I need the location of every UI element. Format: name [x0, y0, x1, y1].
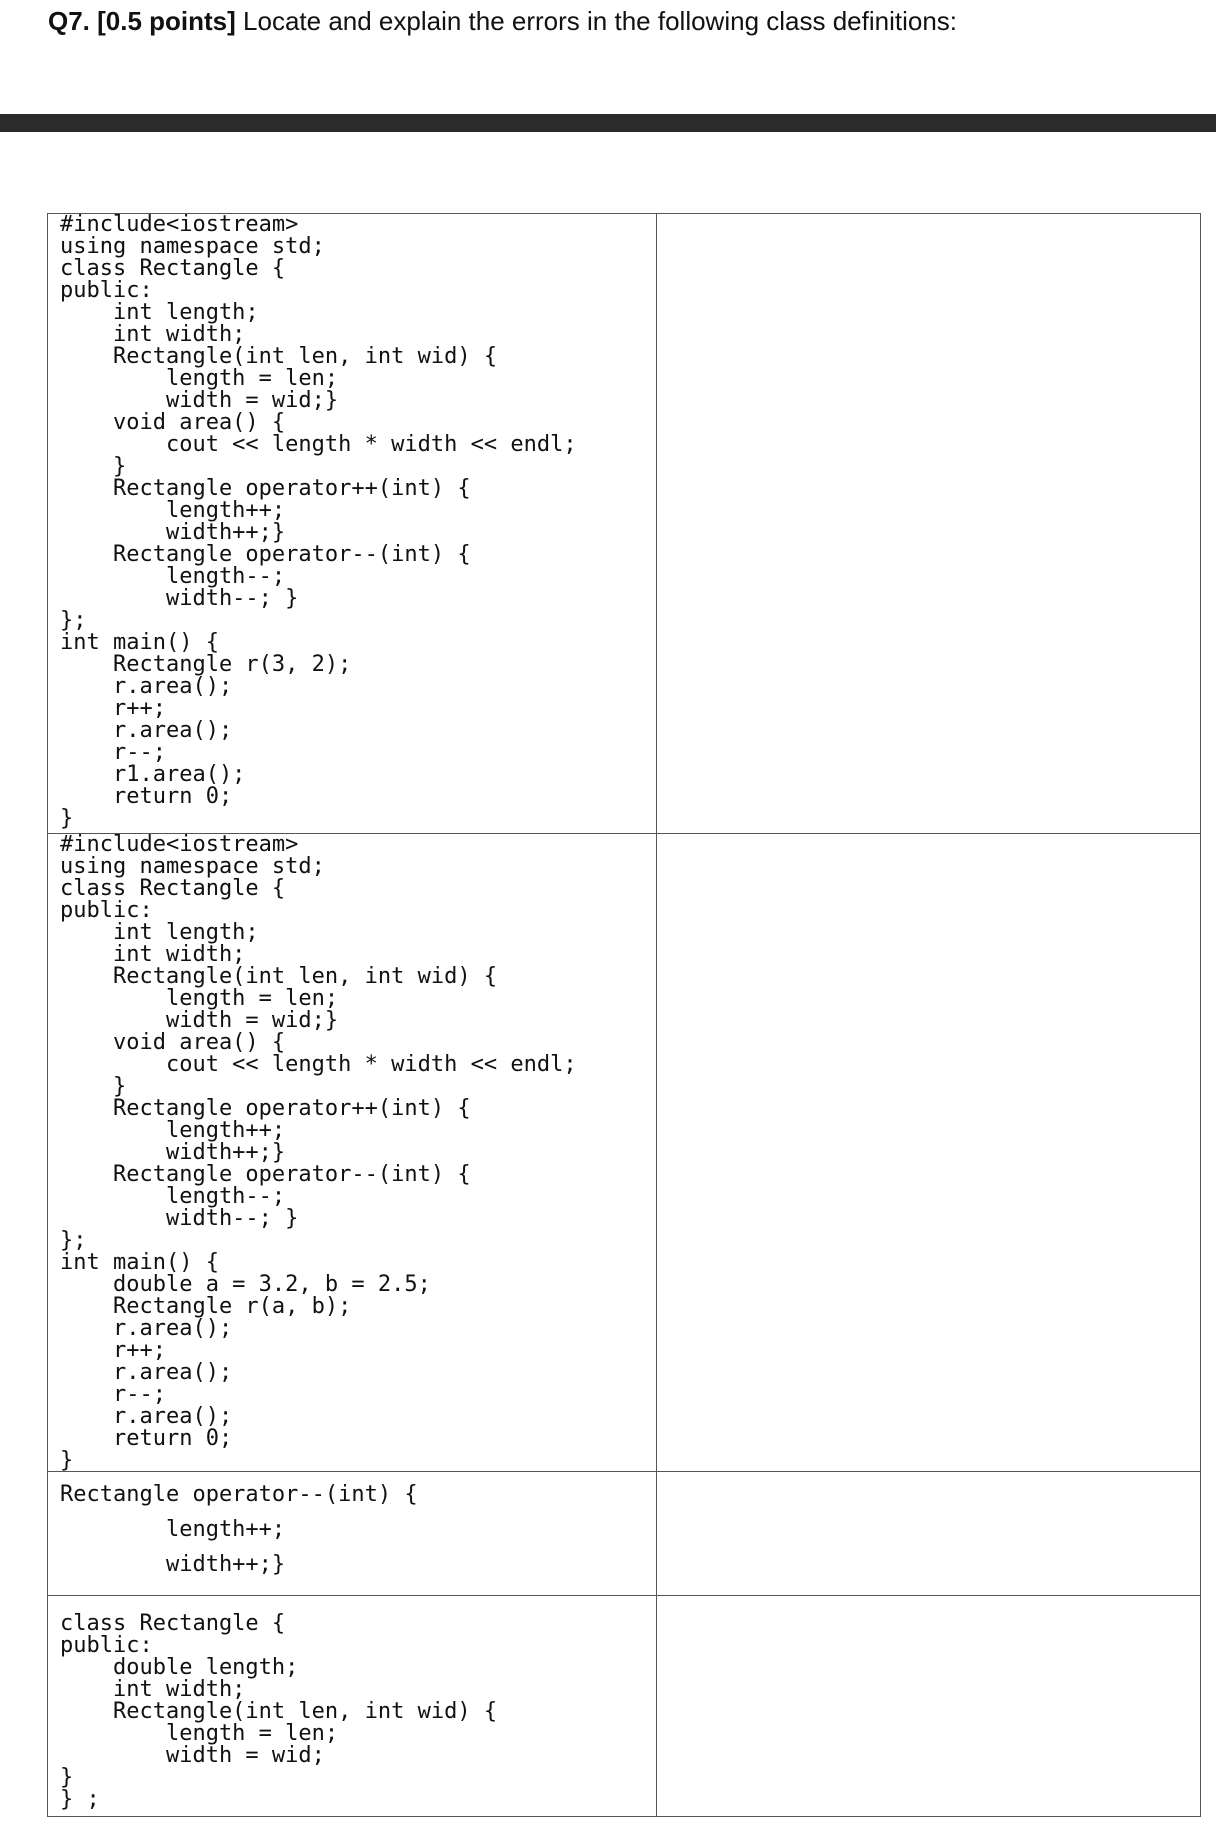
answer-cell-4[interactable]: [657, 1596, 1200, 1816]
table-row-2: [48, 833, 1200, 1471]
code-snippet-4: class Rectangle { public: double length; int width; Rectangle(int len, int wid) { length = len; width = wid; } } ;: [60, 1611, 498, 1812]
table-row-1: [48, 214, 1200, 833]
table-row-4: [48, 1595, 1200, 1816]
question-heading: [48, 4, 957, 38]
table-row-3: [48, 1471, 1200, 1595]
code-table: [47, 213, 1201, 1817]
code-cell-4: [48, 1596, 657, 1816]
code-cell-1: [48, 214, 657, 833]
code-snippet-2: #include<iostream> using namespace std; class Rectangle { public: int length; int width; Rectangle(int len, int wid) { length = len; width = wid;} void area() { cout << length * width << endl; } Rectangle operator++(int) { length++; width++;} Rectangle operator--(int) { length--; width--; } }; int main() { double a = 3.2, b = 2.5; Rectangle r(a, b); r.area(); r++; r.area(); r--; r.area(); return 0; }: [60, 834, 577, 1471]
answer-cell-2[interactable]: [657, 834, 1200, 1471]
header-divider-bar: [0, 114, 1216, 132]
code-snippet-3: Rectangle operator--(int) { length++; width++;}: [60, 1482, 418, 1577]
code-snippet-1: #include<iostream> using namespace std; class Rectangle { public: int length; int width; Rectangle(int len, int wid) { length = len; width = wid;} void area() { cout << length * width << endl; } Rectangle operator++(int) { length++; width++;} Rectangle operator--(int) { length--; width--; } }; int main() { Rectangle r(3, 2); r.area(); r++; r.area(); r--; r1.area(); return 0; }: [60, 214, 577, 831]
question-label: Q7. [0.5 points]: [48, 6, 236, 36]
code-cell-2: [48, 834, 657, 1471]
code-cell-3: [48, 1472, 657, 1595]
question-text: Locate and explain the errors in the following class definitions:: [235, 6, 958, 36]
answer-cell-3[interactable]: [657, 1472, 1200, 1595]
answer-cell-1[interactable]: [657, 214, 1200, 833]
